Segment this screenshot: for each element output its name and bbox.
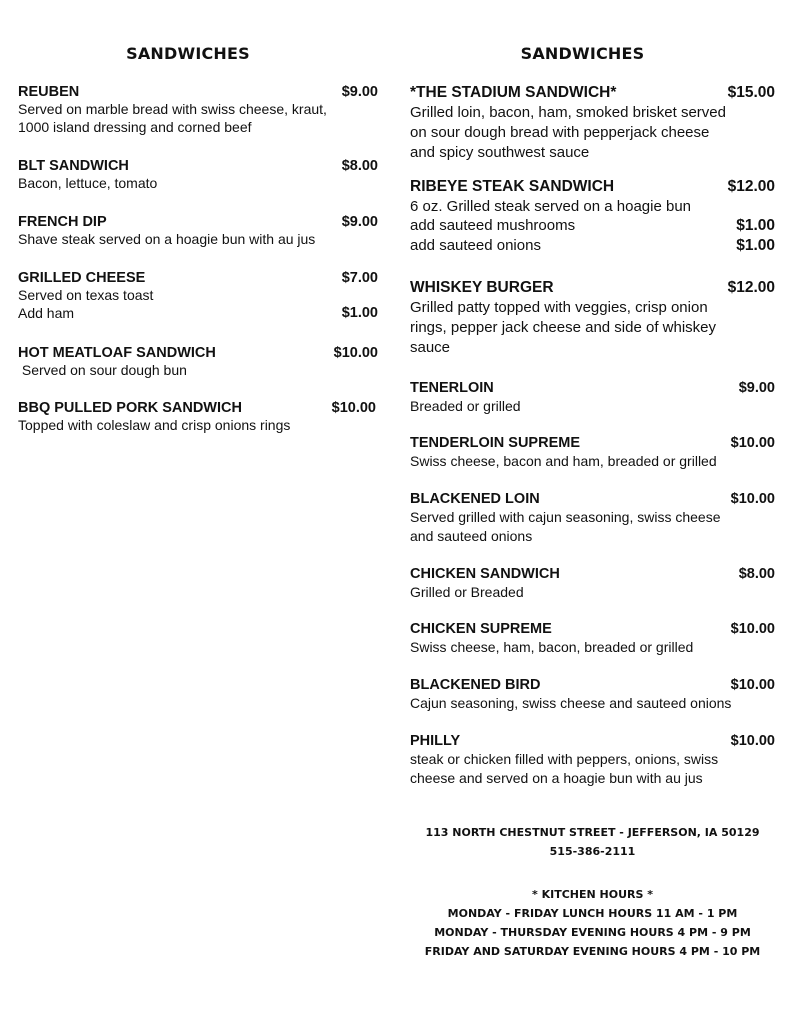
item-price: $10.00 (333, 345, 378, 361)
menu-item-blackened-loin (410, 491, 775, 545)
kitchen-hours-block (410, 885, 775, 961)
hours-line: MONDAY - THURSDAY EVENING HOURS 4 PM - 9 PM (434, 926, 751, 939)
item-name: BLT SANDWICH (18, 158, 129, 174)
item-description: Served grilled with cajun seasoning, swiss cheese (410, 509, 721, 525)
item-price: $15.00 (727, 84, 775, 101)
item-name: RIBEYE STEAK SANDWICH (410, 178, 615, 195)
item-description: Grilled or Breaded (410, 584, 524, 600)
item-name: *THE STADIUM SANDWICH* (410, 84, 617, 101)
item-description: Swiss cheese, ham, bacon, breaded or grilled (410, 639, 694, 655)
item-price: $10.00 (730, 621, 775, 637)
item-price: $10.00 (331, 400, 376, 416)
menu-item-chicken-sandwich (410, 566, 775, 601)
item-description: Swiss cheese, bacon and ham, breaded or grilled (410, 453, 717, 469)
addon-row (18, 304, 378, 322)
item-name: BBQ PULLED PORK SANDWICH (18, 400, 242, 416)
item-description: Served on texas toast (18, 287, 154, 303)
item-name: BLACKENED LOIN (410, 491, 540, 507)
menu-item-tenerloin (410, 380, 775, 415)
menu-item-reuben (18, 84, 378, 136)
item-price: $10.00 (730, 491, 775, 507)
item-name: HOT MEATLOAF SANDWICH (18, 345, 216, 361)
hours-line: FRIDAY AND SATURDAY EVENING HOURS 4 PM - 10 PM (424, 945, 761, 958)
menu-item-chicken-supreme (410, 621, 775, 656)
item-description: cheese and served on a hoagie bun with au jus (410, 770, 703, 786)
menu-item-ribeye-steak (410, 178, 775, 256)
item-price: $12.00 (727, 279, 775, 296)
item-name: PHILLY (410, 733, 461, 749)
item-description: and spicy southwest sauce (410, 144, 590, 161)
item-name: BLACKENED BIRD (410, 677, 541, 693)
addon-label: Add ham (18, 305, 75, 321)
item-name: TENDERLOIN SUPREME (410, 435, 580, 451)
right-section-heading: SANDWICHES (520, 44, 645, 63)
item-description: on sour dough bread with pepperjack cheese (410, 124, 710, 141)
left-section-heading: SANDWICHES (126, 44, 250, 63)
item-price: $7.00 (341, 270, 378, 286)
kitchen-hours-title: * KITCHEN HOURS * (532, 888, 653, 901)
item-name: CHICKEN SUPREME (410, 621, 552, 637)
menu-item-blt (18, 158, 378, 192)
menu-item-hot-meatloaf (18, 345, 378, 379)
item-name: GRILLED CHEESE (18, 270, 146, 286)
item-name: CHICKEN SANDWICH (410, 566, 560, 582)
item-description: Grilled patty topped with veggies, crisp onion (410, 299, 708, 316)
item-description: steak or chicken filled with peppers, onions, swiss (410, 751, 719, 767)
address: 113 NORTH CHESTNUT STREET - JEFFERSON, IA 50129 (425, 826, 760, 839)
addon-label: add sauteed mushrooms (410, 217, 576, 234)
item-name: TENERLOIN (410, 380, 494, 396)
item-description: Cajun seasoning, swiss cheese and sauteed onions (410, 695, 732, 711)
phone-number: 515-386-2111 (549, 845, 636, 858)
menu-item-tenderloin-supreme (410, 435, 775, 470)
item-price: $10.00 (730, 435, 775, 451)
item-description: 1000 island dressing and corned beef (18, 119, 252, 135)
item-description: rings, pepper jack cheese and side of whiskey (410, 319, 717, 336)
menu-item-whiskey-burger (410, 279, 775, 357)
item-price: $8.00 (738, 566, 775, 582)
item-description: Served on marble bread with swiss cheese, kraut, (18, 101, 327, 117)
item-name: REUBEN (18, 84, 80, 100)
item-description: and sauteed onions (410, 528, 533, 544)
item-price: $10.00 (730, 677, 775, 693)
item-description: Breaded or grilled (410, 398, 521, 414)
restaurant-address-block (410, 823, 775, 861)
menu-item-french-dip (18, 214, 378, 248)
addon-row (410, 216, 775, 236)
item-price: $9.00 (738, 380, 775, 396)
menu-item-stadium-sandwich (410, 84, 775, 162)
hours-line: MONDAY - FRIDAY LUNCH HOURS 11 AM - 1 PM (447, 907, 738, 920)
item-name: WHISKEY BURGER (410, 279, 554, 296)
item-price: $12.00 (727, 178, 775, 195)
menu-item-blackened-bird (410, 677, 775, 712)
menu-item-philly (410, 733, 775, 787)
menu-item-grilled-cheese (18, 270, 378, 322)
addon-row (410, 236, 775, 256)
item-description: Grilled loin, bacon, ham, smoked brisket served (410, 104, 726, 121)
item-name: FRENCH DIP (18, 214, 107, 230)
item-price: $9.00 (341, 84, 378, 100)
item-description: Shave steak served on a hoagie bun with au jus (18, 231, 316, 247)
addon-price: $1.00 (736, 217, 775, 234)
addon-label: add sauteed onions (410, 237, 541, 254)
menu-item-bbq-pulled-pork (18, 400, 378, 434)
item-description: 6 oz. Grilled steak served on a hoagie bun (410, 198, 692, 215)
item-description: Served on sour dough bun (18, 362, 187, 378)
addon-price: $1.00 (341, 305, 378, 321)
addon-price: $1.00 (736, 237, 775, 254)
item-price: $10.00 (730, 733, 775, 749)
item-price: $9.00 (341, 214, 378, 230)
item-description: Topped with coleslaw and crisp onions rings (18, 417, 291, 433)
item-description: Bacon, lettuce, tomato (18, 175, 158, 191)
item-price: $8.00 (341, 158, 378, 174)
item-description: sauce (410, 339, 451, 356)
